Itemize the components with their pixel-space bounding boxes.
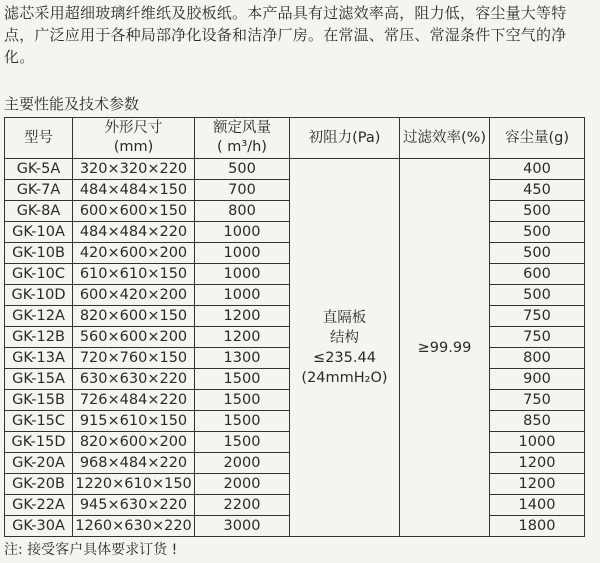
cell-airflow: 1500 xyxy=(195,369,290,390)
resistance-line-3: ≤235.44 xyxy=(313,349,376,366)
resistance-line-2: 结构 xyxy=(330,329,359,346)
header-efficiency: 过滤效率(%) xyxy=(400,118,490,159)
cell-dims: 484×484×220 xyxy=(73,222,195,243)
cell-dims: 1220×610×150 xyxy=(73,474,195,495)
cell-model: GK-15B xyxy=(5,390,73,411)
header-airflow xyxy=(195,118,290,159)
cell-dims: 420×600×200 xyxy=(73,243,195,264)
cell-dust: 600 xyxy=(490,264,585,285)
cell-model: GK-15A xyxy=(5,369,73,390)
cell-dims: 610×610×150 xyxy=(73,264,195,285)
cell-airflow: 1000 xyxy=(195,264,290,285)
table-header-row xyxy=(5,118,585,159)
header-dust: 容尘量(g) xyxy=(490,118,585,159)
cell-dims: 915×610×150 xyxy=(73,411,195,432)
cell-model: GK-10B xyxy=(5,243,73,264)
cell-dims: 600×600×150 xyxy=(73,201,195,222)
cell-dims: 820×600×200 xyxy=(73,432,195,453)
cell-airflow: 1500 xyxy=(195,411,290,432)
cell-dust: 1400 xyxy=(490,495,585,516)
cell-model: GK-8A xyxy=(5,201,73,222)
cell-dust: 850 xyxy=(490,411,585,432)
cell-airflow: 1300 xyxy=(195,348,290,369)
cell-model: GK-12B xyxy=(5,327,73,348)
cell-dims: 720×760×150 xyxy=(73,348,195,369)
cell-dust: 1200 xyxy=(490,453,585,474)
cell-dims: 945×630×220 xyxy=(73,495,195,516)
cell-efficiency-merged: ≥99.99 xyxy=(400,159,490,537)
cell-dims: 560×600×200 xyxy=(73,327,195,348)
cell-airflow: 800 xyxy=(195,201,290,222)
section-title: 主要性能及技术参数 xyxy=(4,95,140,113)
cell-dust: 500 xyxy=(490,201,585,222)
cell-model: GK-13A xyxy=(5,348,73,369)
cell-dims: 726×484×220 xyxy=(73,390,195,411)
spec-table xyxy=(4,117,585,537)
cell-dust: 500 xyxy=(490,222,585,243)
table-body xyxy=(5,159,585,537)
cell-model: GK-15C xyxy=(5,411,73,432)
cell-model: GK-20A xyxy=(5,453,73,474)
cell-dims: 820×600×150 xyxy=(73,306,195,327)
cell-airflow: 1000 xyxy=(195,285,290,306)
cell-airflow: 2200 xyxy=(195,495,290,516)
cell-model: GK-7A xyxy=(5,180,73,201)
cell-dims: 630×630×220 xyxy=(73,369,195,390)
cell-dust: 750 xyxy=(490,306,585,327)
cell-dust: 500 xyxy=(490,285,585,306)
cell-resistance-merged xyxy=(290,159,400,537)
header-airflow-line2: ( m³/h) xyxy=(217,139,267,155)
cell-dims: 1260×630×220 xyxy=(73,516,195,537)
resistance-line-1: 直隔板 xyxy=(322,309,367,326)
cell-model: GK-20B xyxy=(5,474,73,495)
header-model: 型号 xyxy=(5,118,73,159)
cell-model: GK-10A xyxy=(5,222,73,243)
intro-paragraph: 滤芯采用超细玻璃纤维纸及胶板纸。本产品具有过滤效率高，阻力低，容尘量大等特点，广泛应用于各种局部净化设备和洁净厂房。在常温、常压、常湿条件下空气的净化。 xyxy=(4,4,567,66)
cell-airflow: 700 xyxy=(195,180,290,201)
header-airflow-line1: 额定风量 xyxy=(213,120,271,136)
cell-airflow: 1500 xyxy=(195,432,290,453)
cell-dust: 400 xyxy=(490,159,585,180)
cell-airflow: 1200 xyxy=(195,327,290,348)
cell-dims: 968×484×220 xyxy=(73,453,195,474)
cell-airflow: 500 xyxy=(195,159,290,180)
cell-model: GK-30A xyxy=(5,516,73,537)
cell-model: GK-5A xyxy=(5,159,73,180)
cell-dust: 1000 xyxy=(490,432,585,453)
header-resistance: 初阻力(Pa) xyxy=(290,118,400,159)
footnote: 注: 接受客户具体要求订货 ! xyxy=(4,542,178,558)
cell-dims: 320×320×220 xyxy=(73,159,195,180)
cell-model: GK-15D xyxy=(5,432,73,453)
cell-model: GK-10C xyxy=(5,264,73,285)
cell-dust: 750 xyxy=(490,390,585,411)
header-dims xyxy=(73,118,195,159)
cell-airflow: 1000 xyxy=(195,222,290,243)
cell-airflow: 1200 xyxy=(195,306,290,327)
cell-dims: 600×420×200 xyxy=(73,285,195,306)
cell-model: GK-10D xyxy=(5,285,73,306)
cell-dust: 750 xyxy=(490,327,585,348)
header-dims-line2: (mm) xyxy=(113,139,154,155)
cell-dust: 450 xyxy=(490,180,585,201)
table-row xyxy=(5,159,585,180)
cell-airflow: 2000 xyxy=(195,453,290,474)
cell-dust: 800 xyxy=(490,348,585,369)
cell-model: GK-12A xyxy=(5,306,73,327)
cell-dust: 1200 xyxy=(490,474,585,495)
cell-airflow: 2000 xyxy=(195,474,290,495)
cell-airflow: 1000 xyxy=(195,243,290,264)
cell-dust: 900 xyxy=(490,369,585,390)
cell-dims: 484×484×150 xyxy=(73,180,195,201)
header-dims-line1: 外形尺寸 xyxy=(104,120,163,136)
resistance-line-4: (24mmH₂O) xyxy=(301,369,388,386)
cell-airflow: 1500 xyxy=(195,390,290,411)
cell-model: GK-22A xyxy=(5,495,73,516)
cell-dust: 1800 xyxy=(490,516,585,537)
cell-airflow: 3000 xyxy=(195,516,290,537)
cell-dust: 500 xyxy=(490,243,585,264)
